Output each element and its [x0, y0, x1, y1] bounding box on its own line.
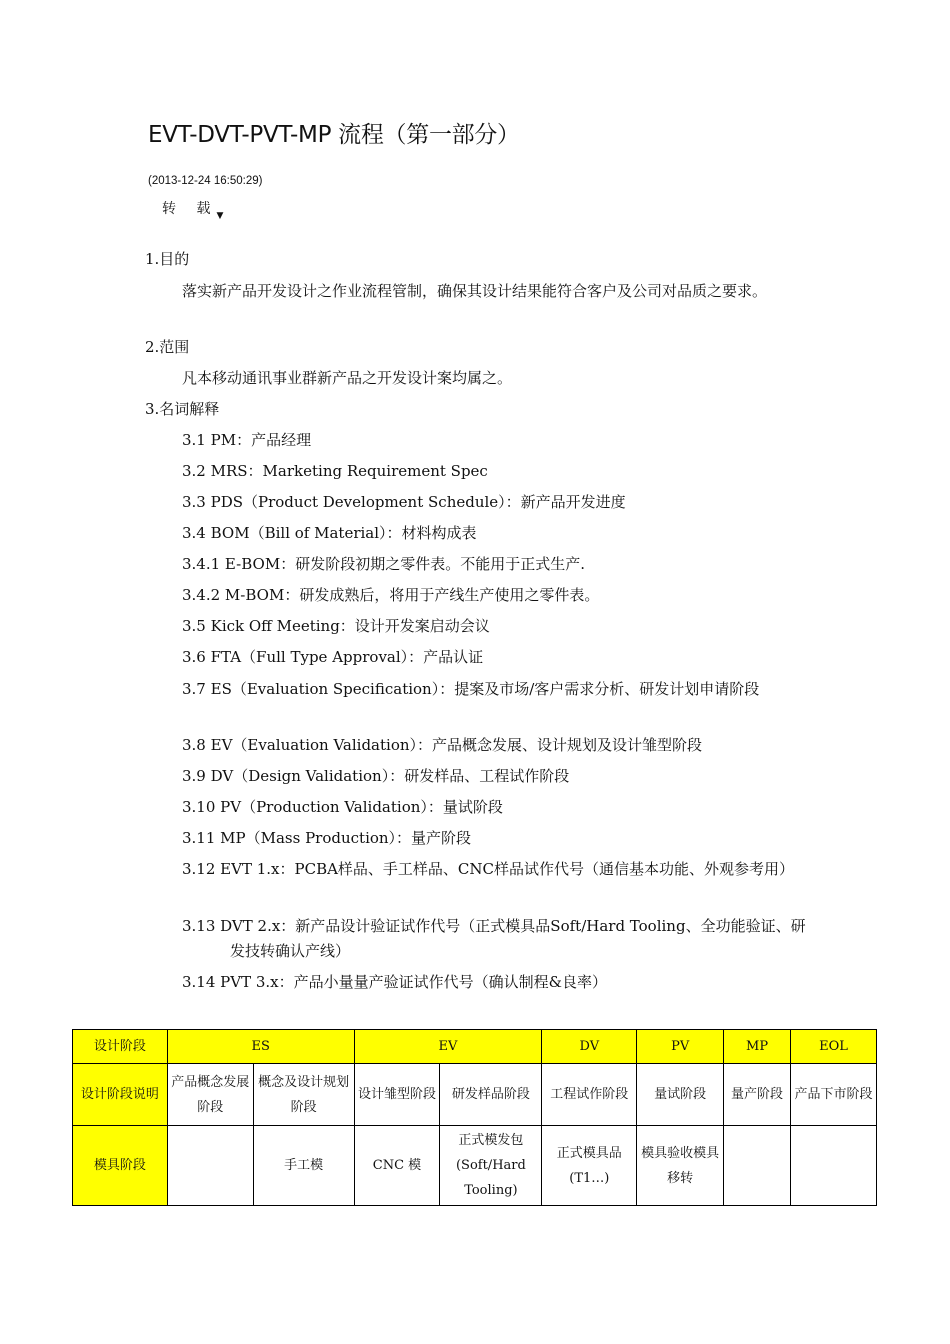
- table-cell: 研发样品阶段: [440, 1064, 542, 1126]
- table-row-label: 设计阶段: [73, 1030, 168, 1064]
- table-row: [73, 1126, 877, 1206]
- section-heading-purpose: 1.目的: [145, 250, 190, 268]
- table-cell: EV: [354, 1030, 542, 1064]
- stage-table: [72, 1029, 877, 1206]
- table-cell: 模具验收模具移转: [637, 1126, 724, 1206]
- table-row-label: 设计阶段说明: [73, 1064, 168, 1126]
- term-item: 3.1 PM：产品经理: [182, 431, 312, 449]
- term-item: 3.4.2 M-BOM：研发成熟后，将用于产线生产使用之零件表。: [182, 586, 600, 604]
- term-item: 3.11 MP（Mass Production）：量产阶段: [182, 829, 472, 847]
- term-item: 3.6 FTA（Full Type Approval）：产品认证: [182, 648, 484, 666]
- table-cell: ES: [167, 1030, 354, 1064]
- table-row: [73, 1030, 877, 1064]
- term-item: 3.13 DVT 2.x：新产品设计验证试作代号（正式模具品Soft/Hard Tooling、全功能验证、研发技转确认产线）: [182, 917, 806, 960]
- table-row: [73, 1064, 877, 1126]
- section-heading-terms: 3.名词解释: [145, 400, 220, 418]
- table-cell: PV: [637, 1030, 724, 1064]
- chevron-down-icon[interactable]: ▼: [216, 211, 224, 221]
- table-cell: 量试阶段: [637, 1064, 724, 1126]
- table-cell: DV: [542, 1030, 637, 1064]
- table-cell: 产品概念发展阶段: [167, 1064, 253, 1126]
- table-cell: 正式模发包(Soft/Hard Tooling): [440, 1126, 542, 1206]
- page-title: EVT-DVT-PVT-MP 流程（第一部分）: [148, 122, 520, 148]
- table-cell: 量产阶段: [724, 1064, 791, 1126]
- section-body-scope: 凡本移动通讯事业群新产品之开发设计案均属之。: [182, 369, 513, 387]
- section-body-purpose: 落实新产品开发设计之作业流程管制，确保其设计结果能符合客户及公司对品质之要求。: [182, 282, 768, 300]
- term-item: 3.7 ES（Evaluation Specification）：提案及市场/客户需求分析、研发计划申请阶段: [182, 680, 760, 698]
- table-cell: 概念及设计规划阶段: [253, 1064, 354, 1126]
- post-date: (2013-12-24 16:50:29): [148, 175, 263, 187]
- term-item: 3.3 PDS（Product Development Schedule）：新产品开发进度: [182, 493, 626, 511]
- section-heading-scope: 2.范围: [145, 338, 190, 356]
- table-cell: CNC 模: [354, 1126, 440, 1206]
- table-cell: 产品下市阶段: [791, 1064, 877, 1126]
- term-item: 3.10 PV（Production Validation）：量试阶段: [182, 798, 503, 816]
- table-cell: 设计雏型阶段: [354, 1064, 440, 1126]
- repost-label: 转 载: [162, 201, 219, 217]
- repost-menu[interactable]: [162, 198, 225, 221]
- term-item: 3.4.1 E-BOM：研发阶段初期之零件表。不能用于正式生产.: [182, 555, 585, 573]
- table-cell: 手工模: [253, 1126, 354, 1206]
- term-item: 3.5 Kick Off Meeting：设计开发案启动会议: [182, 617, 490, 635]
- table-cell: MP: [724, 1030, 791, 1064]
- term-item: 3.8 EV（Evaluation Validation）：产品概念发展、设计规划及设计雏型阶段: [182, 736, 703, 754]
- table-cell: [791, 1126, 877, 1206]
- table-cell: [167, 1126, 253, 1206]
- table-cell: 工程试作阶段: [542, 1064, 637, 1126]
- term-item: 3.12 EVT 1.x：PCBA样品、手工样品、CNC样品试作代号（通信基本功能、外观参考用）: [182, 860, 795, 878]
- term-item: 3.4 BOM（Bill of Material）：材料构成表: [182, 524, 477, 542]
- term-item: 3.14 PVT 3.x：产品小量量产验证试作代号（确认制程&良率）: [182, 973, 607, 991]
- table-cell: 正式模具品(T1…): [542, 1126, 637, 1206]
- term-item: 3.2 MRS：Marketing Requirement Spec: [182, 462, 488, 480]
- term-item: 3.9 DV（Design Validation）：研发样品、工程试作阶段: [182, 767, 570, 785]
- table-cell: [724, 1126, 791, 1206]
- table-cell: EOL: [791, 1030, 877, 1064]
- table-row-label: 模具阶段: [73, 1126, 168, 1206]
